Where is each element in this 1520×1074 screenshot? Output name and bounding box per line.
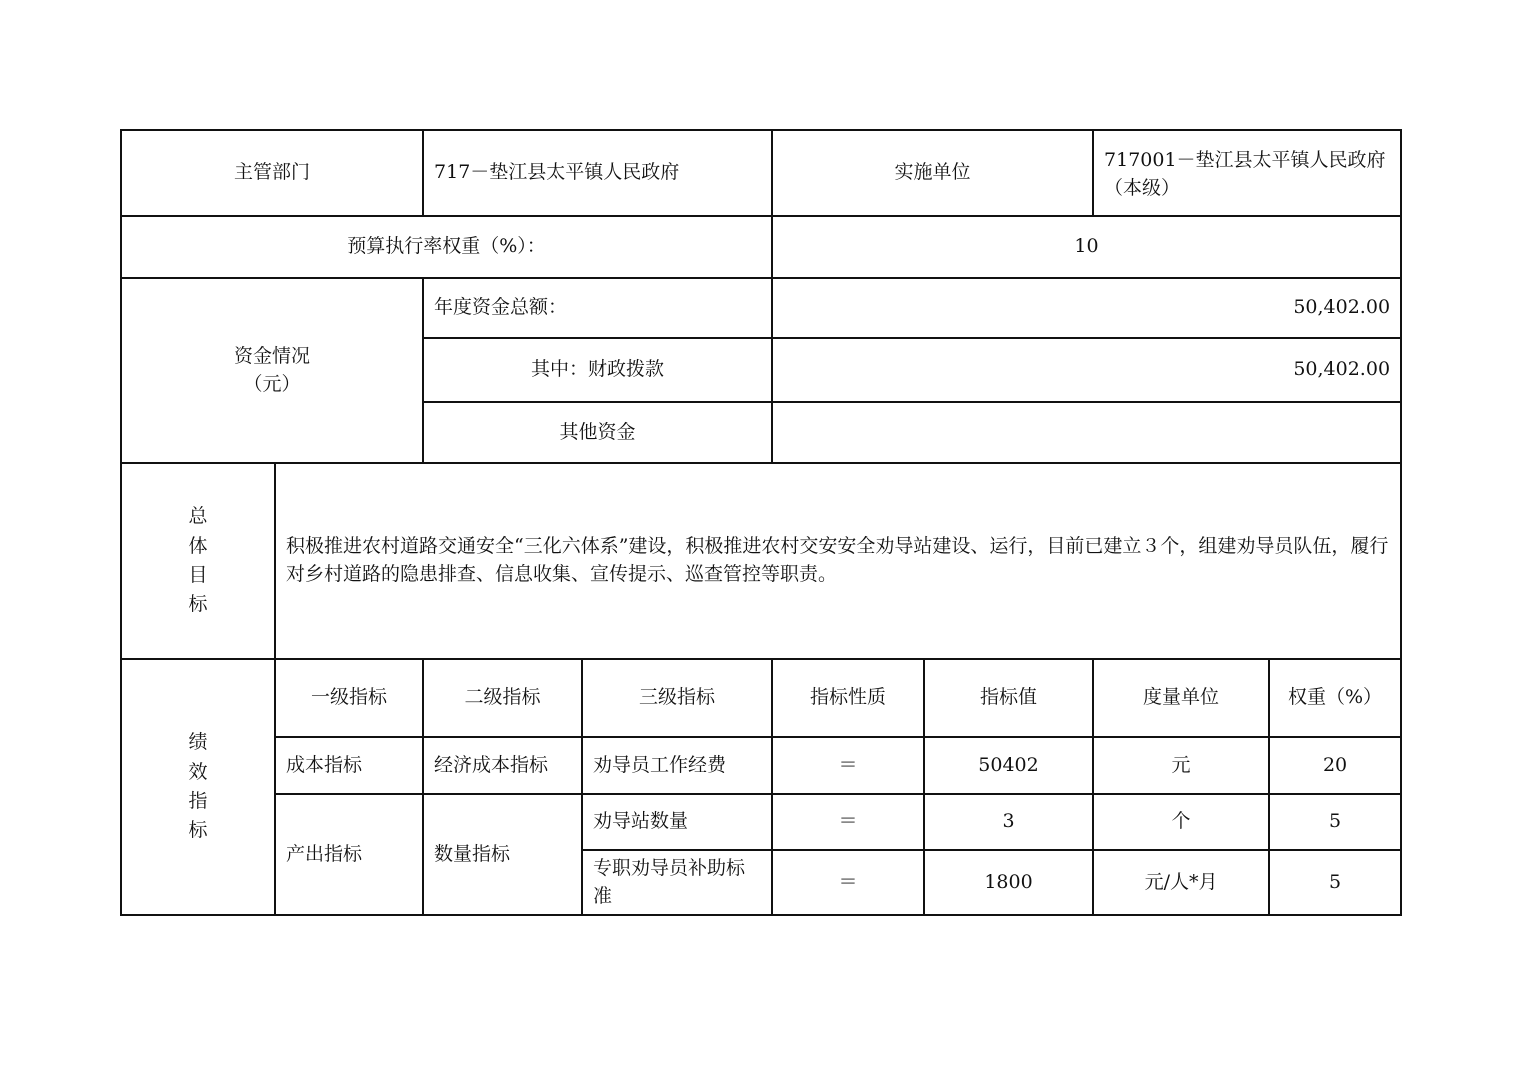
row-value: 1800 [924, 850, 1093, 915]
perf-header-level2: 二级指标 [423, 659, 582, 737]
row-level3: 劝导员工作经费 [582, 737, 772, 794]
funds-fiscal-value: 50,402.00 [772, 338, 1401, 402]
header-row [121, 130, 1401, 216]
goal-label: 总体目标 [188, 505, 208, 616]
cost-level1: 成本指标 [275, 737, 423, 794]
dept-label: 主管部门 [121, 130, 423, 216]
row-value: 50402 [924, 737, 1093, 794]
funds-fiscal-label: 其中：财政拨款 [423, 338, 772, 402]
row-unit: 元/人*月 [1093, 850, 1269, 915]
row-level3: 劝导站数量 [582, 794, 772, 850]
funds-other-value [772, 402, 1401, 463]
budget-weight-label: 预算执行率权重（%）： [121, 216, 772, 278]
output-level1: 产出指标 [275, 794, 423, 915]
perf-header-row [121, 659, 1401, 737]
row-unit: 元 [1093, 737, 1269, 794]
table-row [121, 737, 1401, 794]
perf-header-weight: 权重（%） [1269, 659, 1401, 737]
perf-header-level3: 三级指标 [582, 659, 772, 737]
perf-header-unit: 度量单位 [1093, 659, 1269, 737]
funds-total-label: 年度资金总额： [423, 278, 772, 338]
goal-row [121, 463, 1401, 659]
output-level2: 数量指标 [423, 794, 582, 915]
funds-label-cell [121, 278, 423, 463]
funds-label: 资金情况 [234, 344, 311, 367]
funds-total-row [121, 278, 1401, 338]
funds-total-value: 50,402.00 [772, 278, 1401, 338]
perf-label: 绩效指标 [188, 731, 208, 842]
perf-header-nature: 指标性质 [772, 659, 924, 737]
dept-value: 717－垫江县太平镇人民政府 [423, 130, 772, 216]
row-weight: 5 [1269, 850, 1401, 915]
row-unit: 个 [1093, 794, 1269, 850]
performance-target-form [120, 129, 1402, 916]
row-nature: ＝ [772, 737, 924, 794]
budget-weight-value: 10 [772, 216, 1401, 278]
funds-other-label: 其他资金 [423, 402, 772, 463]
perf-header-value: 指标值 [924, 659, 1093, 737]
funds-unit: （元） [243, 372, 301, 395]
impl-value: 717001－垫江县太平镇人民政府（本级） [1093, 130, 1401, 216]
row-nature: ＝ [772, 794, 924, 850]
cost-level2: 经济成本指标 [423, 737, 582, 794]
goal-text: 积极推进农村道路交通安全“三化六体系”建设，积极推进农村交安安全劝导站建设、运行，目前已建立３个，组建劝导员队伍，履行对乡村道路的隐患排查、信息收集、宣传提示、巡查管控等职责。 [275, 463, 1401, 659]
perf-header-level1: 一级指标 [275, 659, 423, 737]
row-weight: 5 [1269, 794, 1401, 850]
budget-weight-row [121, 216, 1401, 278]
goal-label-cell [121, 463, 275, 659]
row-nature: ＝ [772, 850, 924, 915]
perf-label-cell [121, 659, 275, 915]
row-weight: 20 [1269, 737, 1401, 794]
impl-label: 实施单位 [772, 130, 1093, 216]
row-level3: 专职劝导员补助标准 [582, 850, 772, 915]
table-row [121, 794, 1401, 850]
row-value: 3 [924, 794, 1093, 850]
